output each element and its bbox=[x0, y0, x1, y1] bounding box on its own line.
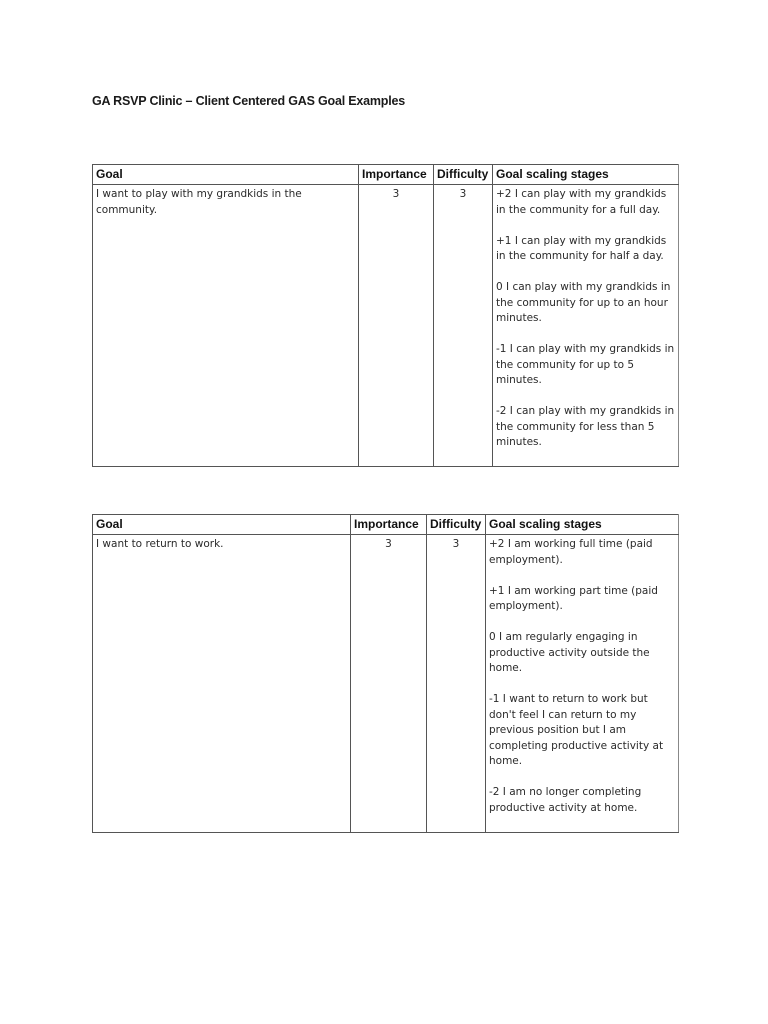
goal-scaling-stages bbox=[493, 185, 679, 467]
table-header-row bbox=[93, 515, 679, 535]
table-row bbox=[93, 535, 679, 833]
stage-minus-1: -1 I can play with my grandkids in the community for up to 5 minutes. bbox=[496, 343, 675, 386]
goal-scaling-stages bbox=[486, 535, 679, 833]
stage-plus-1: +1 I am working part time (paid employment). bbox=[489, 584, 658, 612]
stage-plus-1: +1 I can play with my grandkids in the community for half a day. bbox=[496, 234, 667, 262]
difficulty-value: 3 bbox=[434, 185, 493, 467]
stage-plus-2: +2 I can play with my grandkids in the community for a full day. bbox=[496, 188, 667, 216]
goal-text: I want to play with my grandkids in the community. bbox=[93, 185, 359, 467]
header-importance: Importance bbox=[351, 515, 427, 535]
header-importance: Importance bbox=[359, 165, 434, 185]
stage-plus-2: +2 I am working full time (paid employment). bbox=[489, 538, 653, 566]
document-title: GA RSVP Clinic – Client Centered GAS Goal Examples bbox=[92, 94, 406, 108]
goal-table-1 bbox=[92, 164, 679, 467]
header-goal-scaling-stages: Goal scaling stages bbox=[486, 515, 679, 535]
difficulty-value: 3 bbox=[427, 535, 486, 833]
goal-text: I want to return to work. bbox=[93, 535, 351, 833]
header-difficulty: Difficulty bbox=[427, 515, 486, 535]
stage-0: 0 I can play with my grandkids in the community for up to an hour minutes. bbox=[496, 281, 671, 324]
stage-minus-2: -2 I can play with my grandkids in the community for less than 5 minutes. bbox=[496, 405, 675, 448]
stage-minus-1: -1 I want to return to work but don't feel I can return to my previous position but I am completing productive activity at home. bbox=[489, 693, 664, 767]
importance-value: 3 bbox=[351, 535, 427, 833]
stage-minus-2: -2 I am no longer completing productive activity at home. bbox=[489, 786, 642, 814]
goal-table-2 bbox=[92, 514, 679, 833]
header-difficulty: Difficulty bbox=[434, 165, 493, 185]
header-goal: Goal bbox=[93, 165, 359, 185]
stage-0: 0 I am regularly engaging in productive activity outside the home. bbox=[489, 631, 650, 674]
header-goal: Goal bbox=[93, 515, 351, 535]
table-header-row bbox=[93, 165, 679, 185]
table-row bbox=[93, 185, 679, 467]
header-goal-scaling-stages: Goal scaling stages bbox=[493, 165, 679, 185]
importance-value: 3 bbox=[359, 185, 434, 467]
